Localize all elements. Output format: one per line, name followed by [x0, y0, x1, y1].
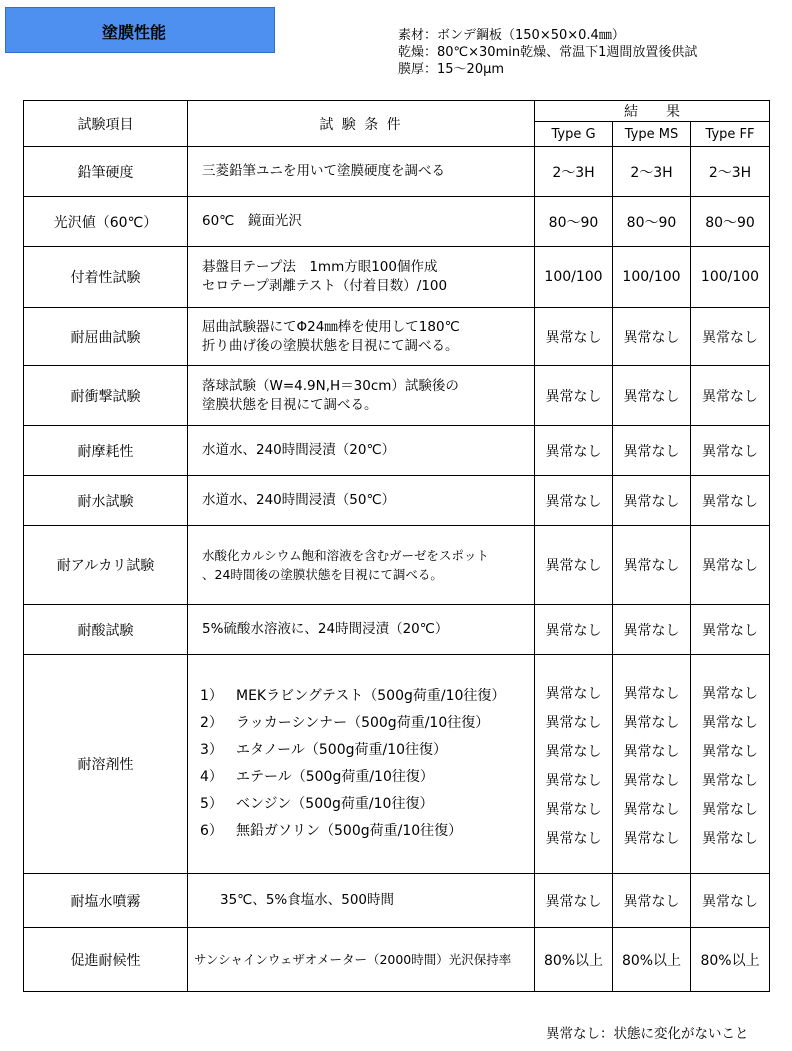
row-item: 耐酸試験 — [24, 605, 188, 655]
solvent-results-g: 異常なし 異常なし 異常なし 異常なし 異常なし 異常なし — [535, 655, 613, 874]
result-cell: 異常なし — [691, 874, 770, 928]
table-row — [24, 366, 770, 426]
row-item: 付着性試験 — [24, 247, 188, 308]
result-cell: 80～90 — [613, 197, 691, 247]
footnote: 異常なし：状態に変化がないこと — [546, 1026, 749, 1042]
row-item: 耐衝撃試験 — [24, 366, 188, 426]
result-cell: 異常なし — [535, 476, 613, 526]
row-item: 耐摩耗性 — [24, 426, 188, 476]
solvent-test-item: 6） 無鉛ガソリン（500g荷重/10往復） — [200, 823, 463, 839]
solvent-tests — [188, 655, 535, 874]
result-cell: 異常なし — [613, 308, 691, 366]
row-item: 促進耐候性 — [24, 928, 188, 992]
result-cell: 2～3H — [613, 147, 691, 197]
result-cell: 異常なし — [691, 605, 770, 655]
row-condition: 落球試験（W=4.9N,H＝30cm）試験後の 塗膜状態を目視にて調べる。 — [188, 366, 535, 426]
result-cell: 異常なし — [535, 526, 613, 605]
table-row — [24, 247, 770, 308]
result-cell: 異常なし — [691, 308, 770, 366]
result-cell: 異常なし — [691, 526, 770, 605]
spec-drying: 乾燥：80℃×30min乾燥、常温下1週間放置後供試 — [398, 45, 698, 60]
table-row — [24, 605, 770, 655]
row-condition: 屈曲試験器にてΦ24㎜棒を使用して180℃ 折り曲げ後の塗膜状態を目視にて調べる。 — [188, 308, 535, 366]
row-condition: 三菱鉛筆ユニを用いて塗膜硬度を調べる — [188, 147, 535, 197]
result-cell: 異常なし — [535, 605, 613, 655]
spec-material: 素材：ボンデ鋼板（150×50×0.4㎜） — [398, 28, 625, 43]
header-result: 結果 — [535, 101, 770, 122]
row-item: 耐水試験 — [24, 476, 188, 526]
row-condition: 水酸化カルシウム飽和溶液を含むガーゼをスポット 、24時間後の塗膜状態を目視にて調べる。 — [188, 526, 535, 605]
row-item: 光沢値（60℃） — [24, 197, 188, 247]
header-item: 試験項目 — [24, 101, 188, 147]
result-cell: 異常なし — [613, 526, 691, 605]
title-banner — [5, 7, 275, 53]
spec-thickness: 膜厚：15～20μm — [398, 62, 505, 77]
result-cell: 80%以上 — [613, 928, 691, 992]
table-row — [24, 197, 770, 247]
performance-table — [23, 100, 770, 992]
result-cell: 80～90 — [691, 197, 770, 247]
solvent-test-item: 2） ラッカーシンナー（500g荷重/10往復） — [200, 715, 490, 731]
solvent-test-item: 3） エタノール（500g荷重/10往復） — [200, 742, 448, 758]
result-cell: 異常なし — [613, 426, 691, 476]
header-condition: 試 験 条 件 — [188, 101, 535, 147]
type-g: Type G — [535, 122, 613, 147]
row-condition: 碁盤目テープ法 1mm方眼100個作成 セロテープ剥離テスト（付着目数）/100 — [188, 247, 535, 308]
row-condition: 水道水、240時間浸漬（50℃） — [188, 476, 535, 526]
result-cell: 100/100 — [691, 247, 770, 308]
table-row — [24, 426, 770, 476]
result-cell: 異常なし — [613, 366, 691, 426]
solvent-results-ff: 異常なし 異常なし 異常なし 異常なし 異常なし 異常なし — [691, 655, 770, 874]
result-cell: 2～3H — [691, 147, 770, 197]
result-cell: 100/100 — [535, 247, 613, 308]
result-cell: 異常なし — [535, 426, 613, 476]
solvent-results-ms: 異常なし 異常なし 異常なし 異常なし 異常なし 異常なし — [613, 655, 691, 874]
row-item: 鉛筆硬度 — [24, 147, 188, 197]
result-cell: 80～90 — [535, 197, 613, 247]
table-row — [24, 308, 770, 366]
row-item: 耐溶剤性 — [24, 655, 188, 874]
result-cell: 異常なし — [613, 874, 691, 928]
solvent-test-item: 5） ベンジン（500g荷重/10往復） — [200, 796, 434, 812]
row-condition: 60℃ 鏡面光沢 — [188, 197, 535, 247]
table-row — [24, 874, 770, 928]
row-condition: 35℃、5%食塩水、500時間 — [188, 874, 535, 928]
result-cell: 異常なし — [691, 476, 770, 526]
row-condition: 水道水、240時間浸漬（20℃） — [188, 426, 535, 476]
type-ms: Type MS — [613, 122, 691, 147]
table-row — [24, 526, 770, 605]
result-cell: 異常なし — [691, 426, 770, 476]
table-row — [24, 147, 770, 197]
result-cell: 異常なし — [613, 476, 691, 526]
result-cell: 100/100 — [613, 247, 691, 308]
result-cell: 異常なし — [691, 366, 770, 426]
solvent-test-item: 1） MEKラビングテスト（500g荷重/10往復） — [200, 688, 506, 704]
table-row — [24, 476, 770, 526]
result-cell: 異常なし — [613, 605, 691, 655]
result-cell: 異常なし — [535, 366, 613, 426]
type-ff: Type FF — [691, 122, 770, 147]
row-condition: 5%硫酸水溶液に、24時間浸漬（20℃） — [188, 605, 535, 655]
result-cell: 80%以上 — [535, 928, 613, 992]
table-row — [24, 928, 770, 992]
table-row-solvent — [24, 655, 770, 874]
row-condition: サンシャインウェザオメーター（2000時間）光沢保持率 — [188, 928, 535, 992]
solvent-test-item: 4） エテール（500g荷重/10往復） — [200, 769, 434, 785]
result-cell: 80%以上 — [691, 928, 770, 992]
result-cell: 2～3H — [535, 147, 613, 197]
page-title: 塗膜性能 — [102, 23, 167, 42]
row-item: 耐屈曲試験 — [24, 308, 188, 366]
result-cell: 異常なし — [535, 874, 613, 928]
row-item: 耐塩水噴霧 — [24, 874, 188, 928]
row-item: 耐アルカリ試験 — [24, 526, 188, 605]
result-cell: 異常なし — [535, 308, 613, 366]
